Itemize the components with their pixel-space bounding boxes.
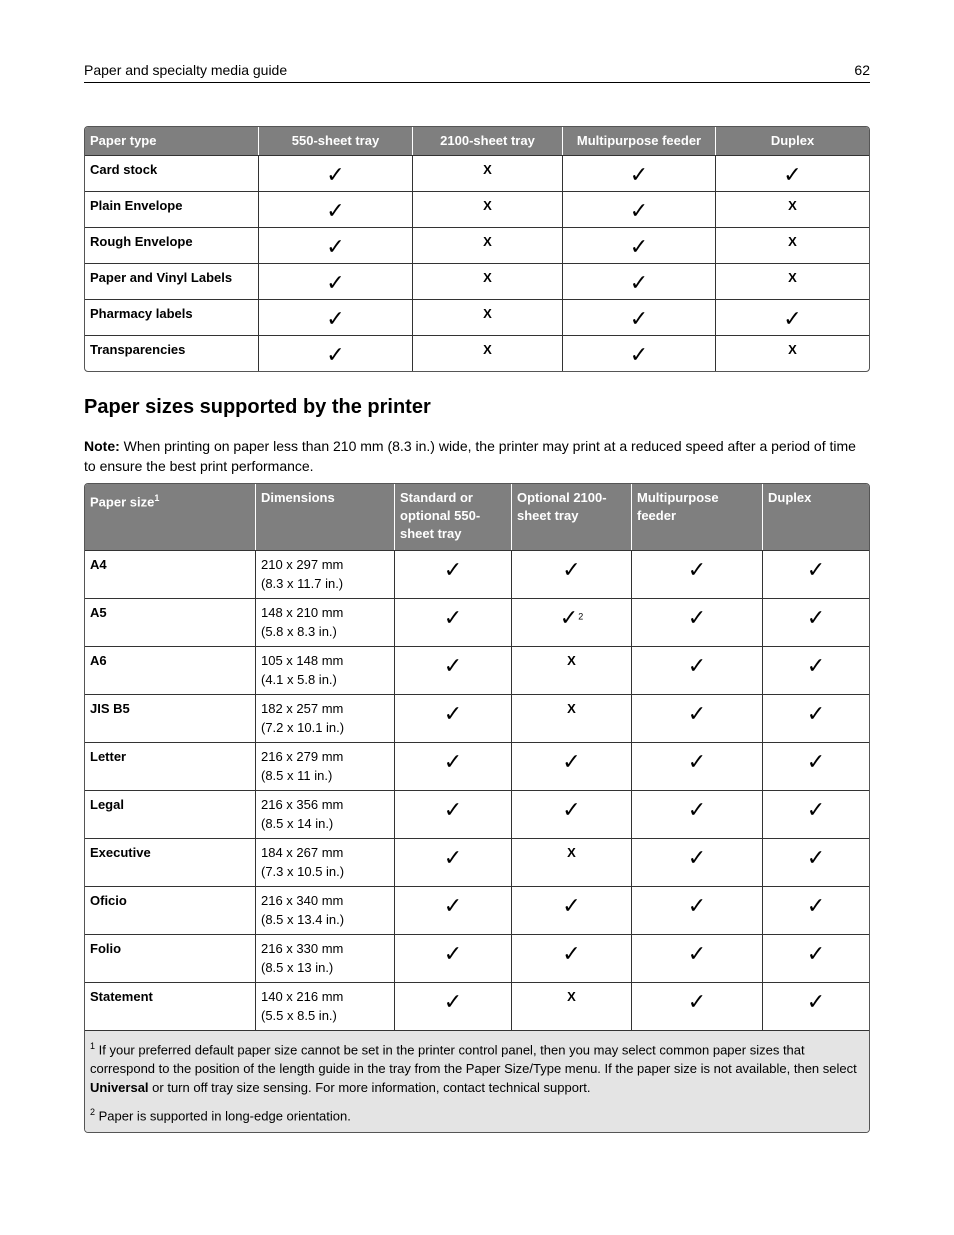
support-cell bbox=[512, 694, 632, 742]
t2-col-header bbox=[85, 484, 256, 550]
support-check-icon: ✓ bbox=[687, 749, 707, 774]
t1-col-header: 550-sheet tray bbox=[259, 127, 413, 155]
dimensions-cell bbox=[256, 934, 395, 982]
t2-col-header-label: Duplex bbox=[768, 490, 812, 505]
table-row bbox=[85, 155, 869, 191]
support-check-icon: ✓ bbox=[443, 653, 463, 678]
support-cell bbox=[413, 299, 563, 335]
support-cell bbox=[632, 790, 763, 838]
support-cell bbox=[716, 155, 869, 191]
paper-type-name: Pharmacy labels bbox=[85, 299, 259, 335]
table-row bbox=[85, 227, 869, 263]
support-check-icon: ✓ bbox=[443, 605, 463, 630]
support-cell bbox=[512, 742, 632, 790]
support-cell bbox=[632, 742, 763, 790]
section-heading: Paper sizes supported by the printer bbox=[84, 396, 431, 418]
support-cell bbox=[763, 982, 869, 1030]
support-check-icon: ✓ bbox=[687, 557, 707, 582]
paper-size-name: A4 bbox=[85, 550, 256, 598]
support-cell bbox=[512, 982, 632, 1030]
paper-type-name: Paper and Vinyl Labels bbox=[85, 263, 259, 299]
dimensions-in: (8.3 x 11.7 in.) bbox=[261, 576, 344, 591]
dimensions-in: (4.1 x 5.8 in.) bbox=[261, 672, 337, 687]
support-cell bbox=[395, 598, 512, 646]
support-check-icon: ✓ bbox=[326, 198, 345, 223]
support-check-icon: ✓ bbox=[326, 162, 345, 187]
support-x-mark: X bbox=[567, 653, 576, 668]
support-check-icon: ✓ bbox=[687, 797, 707, 822]
support-cell bbox=[563, 299, 716, 335]
footnote-1-text-a: If your preferred default paper size cannot be set in the printer control panel, then you may select common paper sizes that correspond to the position of the length guide in the tray from the Paper Size/Type menu. If the paper size is not available, then select bbox=[90, 1042, 857, 1077]
support-check-icon: ✓ bbox=[687, 845, 707, 870]
dimensions-in: (8.5 x 13 in.) bbox=[261, 960, 334, 975]
paper-size-name: Executive bbox=[85, 838, 256, 886]
support-check-icon: ✓ bbox=[806, 797, 826, 822]
support-check-icon: ✓ bbox=[443, 797, 463, 822]
support-cell bbox=[632, 838, 763, 886]
dimensions-cell bbox=[256, 886, 395, 934]
dimensions-cell bbox=[256, 790, 395, 838]
support-check-icon: ✓ bbox=[629, 342, 649, 367]
support-cell bbox=[395, 982, 512, 1030]
support-cell bbox=[512, 886, 632, 934]
support-check-icon: ✓ bbox=[326, 270, 345, 295]
support-cell bbox=[512, 550, 632, 598]
support-x-mark: X bbox=[483, 198, 492, 213]
page-number: 62 bbox=[854, 62, 870, 78]
support-cell bbox=[512, 646, 632, 694]
dimensions-cell bbox=[256, 742, 395, 790]
support-cell bbox=[716, 335, 869, 371]
support-cell bbox=[563, 335, 716, 371]
dimensions-in: (8.5 x 14 in.) bbox=[261, 816, 334, 831]
dimensions-in: (5.5 x 8.5 in.) bbox=[261, 1008, 337, 1023]
support-cell bbox=[395, 838, 512, 886]
support-check-icon: ✓ bbox=[443, 893, 463, 918]
table-row bbox=[85, 934, 869, 982]
support-check-icon: ✓ bbox=[806, 941, 826, 966]
support-check-icon: ✓ bbox=[326, 234, 345, 259]
page-header bbox=[84, 60, 870, 83]
support-check-icon: ✓ bbox=[629, 234, 649, 259]
dimensions-mm: 184 x 267 mm bbox=[261, 845, 344, 860]
t2-col-header-label: Paper size bbox=[90, 494, 155, 510]
support-cell bbox=[259, 155, 413, 191]
t2-col-header bbox=[395, 484, 512, 550]
support-check-icon: ✓ bbox=[687, 701, 707, 726]
table-row bbox=[85, 790, 869, 838]
paper-type-name: Card stock bbox=[85, 155, 259, 191]
dimensions-in: (8.5 x 11 in.) bbox=[261, 768, 333, 783]
t2-col-header-label: Optional 2100-sheet tray bbox=[517, 490, 607, 523]
table-row bbox=[85, 886, 869, 934]
support-x-mark: X bbox=[788, 234, 797, 249]
dimensions-cell bbox=[256, 982, 395, 1030]
dimensions-in: (7.2 x 10.1 in.) bbox=[261, 720, 345, 735]
footnote-ref: 2 bbox=[578, 611, 584, 622]
support-x-mark: X bbox=[567, 989, 576, 1004]
support-cell bbox=[512, 598, 632, 646]
support-check-icon: ✓ bbox=[443, 557, 463, 582]
paper-size-name: Statement bbox=[85, 982, 256, 1030]
dimensions-mm: 216 x 340 mm bbox=[261, 893, 344, 908]
support-cell bbox=[632, 886, 763, 934]
support-cell bbox=[395, 694, 512, 742]
dimensions-mm: 216 x 279 mm bbox=[261, 749, 344, 764]
support-cell bbox=[413, 191, 563, 227]
table-row bbox=[85, 742, 869, 790]
footnote-1 bbox=[90, 1037, 864, 1097]
support-cell bbox=[259, 227, 413, 263]
support-x-mark: X bbox=[788, 270, 797, 285]
support-check-icon: ✓ bbox=[443, 749, 463, 774]
t2-col-header-label: Dimensions bbox=[261, 490, 335, 505]
support-check-icon: ✓ bbox=[687, 989, 707, 1014]
t2-col-header bbox=[632, 484, 763, 550]
table-row bbox=[85, 838, 869, 886]
support-x-mark: X bbox=[483, 270, 492, 285]
dimensions-mm: 216 x 356 mm bbox=[261, 797, 344, 812]
support-check-icon: ✓ bbox=[783, 306, 802, 331]
support-check-icon: ✓ bbox=[326, 306, 345, 331]
dimensions-mm: 148 x 210 mm bbox=[261, 605, 344, 620]
dimensions-in: (8.5 x 13.4 in.) bbox=[261, 912, 345, 927]
support-check-icon: ✓ bbox=[629, 162, 649, 187]
t2-col-header bbox=[256, 484, 395, 550]
support-cell bbox=[259, 299, 413, 335]
support-x-mark: X bbox=[483, 342, 492, 357]
support-check-icon: ✓ bbox=[559, 605, 579, 630]
paper-size-name: Oficio bbox=[85, 886, 256, 934]
support-check-icon: ✓ bbox=[783, 162, 802, 187]
support-cell bbox=[563, 263, 716, 299]
table-row bbox=[85, 263, 869, 299]
support-check-icon: ✓ bbox=[629, 270, 649, 295]
table-row bbox=[85, 299, 869, 335]
paper-size-name: Folio bbox=[85, 934, 256, 982]
support-cell bbox=[512, 838, 632, 886]
support-cell bbox=[413, 263, 563, 299]
note-paragraph bbox=[84, 436, 864, 476]
support-check-icon: ✓ bbox=[562, 557, 581, 582]
page-header-title: Paper and specialty media guide bbox=[84, 62, 288, 78]
table-row bbox=[85, 191, 869, 227]
support-cell bbox=[563, 191, 716, 227]
support-cell bbox=[763, 790, 869, 838]
dimensions-cell bbox=[256, 838, 395, 886]
support-cell bbox=[259, 263, 413, 299]
table-row bbox=[85, 335, 869, 371]
support-check-icon: ✓ bbox=[806, 701, 826, 726]
support-cell bbox=[632, 598, 763, 646]
support-check-icon: ✓ bbox=[629, 198, 649, 223]
dimensions-mm: 216 x 330 mm bbox=[261, 941, 344, 956]
t1-col-header: Duplex bbox=[716, 127, 869, 155]
footnote-2-marker: 2 bbox=[90, 1107, 96, 1118]
support-check-icon: ✓ bbox=[562, 893, 581, 918]
footnotes-row bbox=[85, 1030, 869, 1132]
support-cell bbox=[563, 227, 716, 263]
support-cell bbox=[395, 550, 512, 598]
dimensions-cell bbox=[256, 550, 395, 598]
support-cell bbox=[632, 982, 763, 1030]
support-check-icon: ✓ bbox=[443, 941, 463, 966]
support-check-icon: ✓ bbox=[443, 989, 463, 1014]
paper-size-table bbox=[84, 483, 870, 1133]
support-cell bbox=[563, 155, 716, 191]
support-check-icon: ✓ bbox=[443, 845, 463, 870]
t2-col-header bbox=[763, 484, 869, 550]
support-cell bbox=[632, 934, 763, 982]
support-check-icon: ✓ bbox=[687, 605, 707, 630]
note-label: Note: bbox=[84, 438, 120, 454]
support-cell bbox=[413, 227, 563, 263]
footnote-1-bold: Universal bbox=[90, 1080, 149, 1096]
paper-type-table bbox=[84, 126, 870, 372]
paper-size-name: JIS B5 bbox=[85, 694, 256, 742]
support-check-icon: ✓ bbox=[326, 342, 345, 367]
footnote-1-text-b: or turn off tray size sensing. For more information, contact technical support. bbox=[148, 1080, 591, 1096]
paper-type-name: Plain Envelope bbox=[85, 191, 259, 227]
support-cell bbox=[632, 646, 763, 694]
support-cell bbox=[763, 694, 869, 742]
t1-col-header: Multipurpose feeder bbox=[563, 127, 716, 155]
support-cell bbox=[395, 742, 512, 790]
support-cell bbox=[763, 742, 869, 790]
dimensions-mm: 105 x 148 mm bbox=[261, 653, 344, 668]
table-row bbox=[85, 550, 869, 598]
support-cell bbox=[413, 335, 563, 371]
dimensions-mm: 140 x 216 mm bbox=[261, 989, 344, 1004]
support-check-icon: ✓ bbox=[629, 306, 649, 331]
support-cell bbox=[632, 550, 763, 598]
support-check-icon: ✓ bbox=[562, 941, 581, 966]
support-cell bbox=[763, 886, 869, 934]
support-cell bbox=[395, 934, 512, 982]
paper-size-name: A6 bbox=[85, 646, 256, 694]
support-cell bbox=[716, 263, 869, 299]
support-cell bbox=[395, 886, 512, 934]
support-check-icon: ✓ bbox=[806, 893, 826, 918]
footnote-1-marker: 1 bbox=[90, 1041, 96, 1051]
dimensions-mm: 210 x 297 mm bbox=[261, 557, 344, 572]
support-cell bbox=[763, 598, 869, 646]
dimensions-mm: 182 x 257 mm bbox=[261, 701, 344, 716]
support-cell bbox=[259, 335, 413, 371]
support-x-mark: X bbox=[788, 198, 797, 213]
support-cell bbox=[763, 838, 869, 886]
support-check-icon: ✓ bbox=[562, 797, 581, 822]
table-row bbox=[85, 598, 869, 646]
support-cell bbox=[395, 790, 512, 838]
support-check-icon: ✓ bbox=[687, 653, 707, 678]
dimensions-cell bbox=[256, 598, 395, 646]
t2-col-header-label: Standard or optional 550-sheet tray bbox=[400, 490, 481, 541]
footnote-2 bbox=[90, 1103, 864, 1125]
paper-size-name: Legal bbox=[85, 790, 256, 838]
footnote-2-text: Paper is supported in long-edge orientation. bbox=[95, 1108, 351, 1124]
table-row bbox=[85, 646, 869, 694]
support-cell bbox=[716, 227, 869, 263]
support-check-icon: ✓ bbox=[806, 557, 826, 582]
support-x-mark: X bbox=[567, 701, 576, 716]
t1-col-header: Paper type bbox=[85, 127, 259, 155]
support-cell bbox=[716, 299, 869, 335]
support-x-mark: X bbox=[483, 162, 492, 177]
support-cell bbox=[763, 934, 869, 982]
support-cell bbox=[763, 550, 869, 598]
support-check-icon: ✓ bbox=[806, 605, 826, 630]
support-check-icon: ✓ bbox=[443, 701, 463, 726]
support-cell bbox=[395, 646, 512, 694]
support-x-mark: X bbox=[567, 845, 576, 860]
note-text: When printing on paper less than 210 mm (8.3 in.) wide, the printer may print at a reduced speed after a period of time to ensure the best print performance. bbox=[84, 438, 856, 474]
footnotes-cell bbox=[85, 1030, 869, 1132]
table-row bbox=[85, 982, 869, 1030]
paper-type-name: Rough Envelope bbox=[85, 227, 259, 263]
paper-size-name: Letter bbox=[85, 742, 256, 790]
footnote-ref: 1 bbox=[154, 493, 160, 503]
table-row bbox=[85, 694, 869, 742]
support-cell bbox=[763, 646, 869, 694]
dimensions-cell bbox=[256, 694, 395, 742]
support-check-icon: ✓ bbox=[806, 653, 826, 678]
support-check-icon: ✓ bbox=[687, 893, 707, 918]
paper-type-name: Transparencies bbox=[85, 335, 259, 371]
dimensions-in: (7.3 x 10.5 in.) bbox=[261, 864, 345, 879]
support-check-icon: ✓ bbox=[562, 749, 581, 774]
support-cell bbox=[716, 191, 869, 227]
support-check-icon: ✓ bbox=[806, 989, 826, 1014]
support-cell bbox=[259, 191, 413, 227]
support-check-icon: ✓ bbox=[806, 845, 826, 870]
support-cell bbox=[632, 694, 763, 742]
dimensions-cell bbox=[256, 646, 395, 694]
support-cell bbox=[512, 790, 632, 838]
support-cell bbox=[413, 155, 563, 191]
t1-col-header: 2100-sheet tray bbox=[413, 127, 563, 155]
t2-col-header-label: Multipurpose feeder bbox=[637, 490, 719, 523]
paper-size-name: A5 bbox=[85, 598, 256, 646]
t2-col-header bbox=[512, 484, 632, 550]
support-check-icon: ✓ bbox=[687, 941, 707, 966]
support-cell bbox=[512, 934, 632, 982]
dimensions-in: (5.8 x 8.3 in.) bbox=[261, 624, 337, 639]
support-x-mark: X bbox=[788, 342, 797, 357]
support-check-icon: ✓ bbox=[806, 749, 826, 774]
support-x-mark: X bbox=[483, 234, 492, 249]
support-x-mark: X bbox=[483, 306, 492, 321]
